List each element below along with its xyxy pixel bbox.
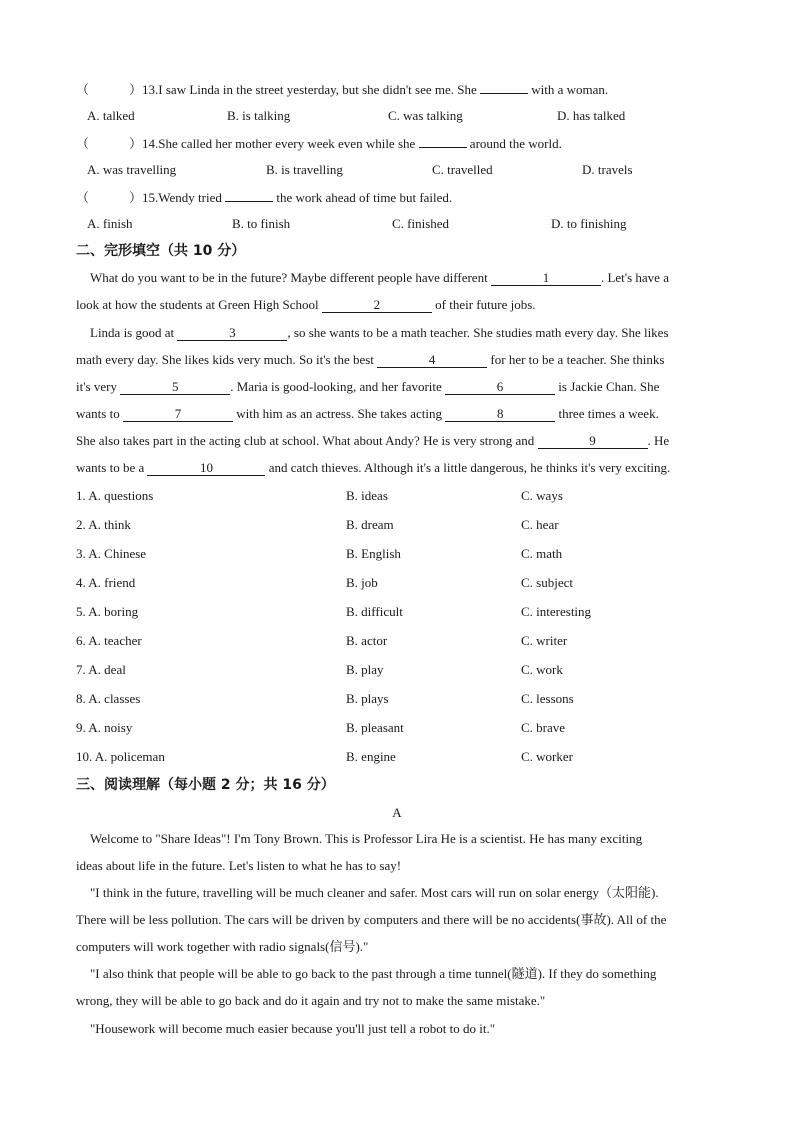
answer-paren-close: ） xyxy=(129,82,143,97)
cloze-option-a[interactable]: 6. A. teacher xyxy=(76,633,142,648)
passage-line: computers will work together with radio signals(信号)." xyxy=(76,939,369,954)
option-a[interactable]: A. talked xyxy=(87,108,135,123)
cloze-text: is Jackie Chan. She xyxy=(558,379,660,394)
cloze-text: She also takes part in the acting club at school. What about Andy? He is very strong and xyxy=(76,433,535,448)
cloze-text: wants to xyxy=(76,406,120,421)
question-text: 13.I saw Linda in the street yesterday, but she didn't see me. She xyxy=(142,82,477,97)
cloze-text: wants to be a xyxy=(76,460,145,475)
cloze-option-a[interactable]: 3. A. Chinese xyxy=(76,546,147,561)
cloze-blank-3[interactable]: 3 xyxy=(177,326,287,341)
cloze-text: it's very xyxy=(76,379,117,394)
cloze-blank-4[interactable]: 4 xyxy=(377,353,487,368)
cloze-blank-10[interactable]: 10 xyxy=(147,461,265,476)
option-c[interactable]: C. travelled xyxy=(432,162,493,177)
cloze-option-a[interactable]: 7. A. deal xyxy=(76,662,126,677)
cloze-option-b[interactable]: B. engine xyxy=(346,749,396,764)
cloze-option-c[interactable]: C. hear xyxy=(521,517,559,532)
cloze-option-b[interactable]: B. play xyxy=(346,662,384,677)
cloze-option-b[interactable]: B. plays xyxy=(346,691,389,706)
cloze-text: Linda is good at xyxy=(90,325,175,340)
cloze-text: and catch thieves. Although it's a little dangerous, he thinks it's very exciting. xyxy=(268,460,671,475)
option-d[interactable]: D. has talked xyxy=(557,108,626,123)
cloze-blank-9[interactable]: 9 xyxy=(538,434,648,449)
answer-paren-close: ） xyxy=(129,136,143,151)
cloze-option-b[interactable]: B. actor xyxy=(346,633,388,648)
cloze-text: . Let's have a xyxy=(600,270,669,285)
section-heading-cloze: 二、完形填空（共 10 分） xyxy=(76,243,246,259)
cloze-option-c[interactable]: C. interesting xyxy=(521,604,592,619)
answer-paren-close: ） xyxy=(129,190,143,205)
cloze-text: . Maria is good-looking, and her favorite xyxy=(230,379,442,394)
cloze-option-c[interactable]: C. brave xyxy=(521,720,566,735)
cloze-option-b[interactable]: B. pleasant xyxy=(346,720,404,735)
passage-line: "Housework will become much easier because you'll just tell a robot to do it." xyxy=(90,1021,496,1036)
cloze-option-c[interactable]: C. lessons xyxy=(521,691,574,706)
cloze-option-c[interactable]: C. math xyxy=(521,546,563,561)
cloze-text: . He xyxy=(647,433,670,448)
question-text: around the world. xyxy=(469,136,562,151)
cloze-line xyxy=(76,296,536,314)
cloze-option-b[interactable]: B. ideas xyxy=(346,488,388,503)
answer-blank[interactable] xyxy=(480,80,528,94)
cloze-text: three times a week. xyxy=(558,406,659,421)
question-14 xyxy=(76,134,562,153)
passage-line: "I think in the future, travelling will be much cleaner and safer. Most cars will run on solar energy（太阳能). xyxy=(90,885,659,900)
option-b[interactable]: B. is travelling xyxy=(266,162,343,177)
cloze-line xyxy=(76,432,669,450)
option-b[interactable]: B. to finish xyxy=(232,216,291,231)
option-a[interactable]: A. was travelling xyxy=(87,162,177,177)
option-c[interactable]: C. was talking xyxy=(388,108,463,123)
option-d[interactable]: D. to finishing xyxy=(551,216,627,231)
answer-paren-open: （ xyxy=(76,82,90,97)
cloze-line xyxy=(76,378,659,396)
question-15 xyxy=(76,188,452,207)
answer-paren-open: （ xyxy=(76,190,90,205)
option-b[interactable]: B. is talking xyxy=(227,108,291,123)
cloze-option-b[interactable]: B. English xyxy=(346,546,401,561)
cloze-option-c[interactable]: C. writer xyxy=(521,633,568,648)
cloze-blank-5[interactable]: 5 xyxy=(120,380,230,395)
cloze-blank-7[interactable]: 7 xyxy=(123,407,233,422)
cloze-option-b[interactable]: B. difficult xyxy=(346,604,403,619)
cloze-option-a[interactable]: 9. A. noisy xyxy=(76,720,133,735)
cloze-text: for her to be a teacher. She thinks xyxy=(490,352,665,367)
question-text: with a woman. xyxy=(531,82,609,97)
cloze-line xyxy=(76,351,664,369)
cloze-text: , so she wants to be a math teacher. She studies math every day. She likes xyxy=(287,325,669,340)
option-d[interactable]: D. travels xyxy=(582,162,633,177)
cloze-option-c[interactable]: C. work xyxy=(521,662,563,677)
cloze-text: of their future jobs. xyxy=(435,297,536,312)
cloze-option-a[interactable]: 8. A. classes xyxy=(76,691,141,706)
question-text: 15.Wendy tried xyxy=(142,190,222,205)
passage-label: A xyxy=(392,805,402,820)
cloze-option-a[interactable]: 2. A. think xyxy=(76,517,131,532)
cloze-option-a[interactable]: 5. A. boring xyxy=(76,604,139,619)
cloze-option-c[interactable]: C. subject xyxy=(521,575,573,590)
question-13 xyxy=(76,80,608,99)
cloze-option-a[interactable]: 1. A. questions xyxy=(76,488,154,503)
cloze-option-b[interactable]: B. job xyxy=(346,575,378,590)
answer-blank[interactable] xyxy=(419,134,467,148)
cloze-text: math every day. She likes kids very much. So it's the best xyxy=(76,352,374,367)
cloze-blank-1[interactable]: 1 xyxy=(491,271,601,286)
cloze-line xyxy=(90,269,669,287)
passage-line: ideas about life in the future. Let's listen to what he has to say! xyxy=(76,858,402,873)
cloze-blank-6[interactable]: 6 xyxy=(445,380,555,395)
question-text: 14.She called her mother every week even while she xyxy=(142,136,416,151)
section-heading-reading: 三、阅读理解（每小题 2 分；共 16 分） xyxy=(76,777,335,793)
passage-line: wrong, they will be able to go back and do it again and try not to make the same mistake." xyxy=(76,993,546,1008)
cloze-option-b[interactable]: B. dream xyxy=(346,517,394,532)
cloze-blank-8[interactable]: 8 xyxy=(445,407,555,422)
cloze-text: What do you want to be in the future? Maybe different people have different xyxy=(90,270,488,285)
cloze-option-a[interactable]: 4. A. friend xyxy=(76,575,136,590)
question-text: the work ahead of time but failed. xyxy=(276,190,453,205)
option-a[interactable]: A. finish xyxy=(87,216,133,231)
cloze-blank-2[interactable]: 2 xyxy=(322,298,432,313)
passage-line: Welcome to "Share Ideas"! I'm Tony Brown. This is Professor Lira He is a scientist. He has many exciting xyxy=(90,831,643,846)
option-c[interactable]: C. finished xyxy=(392,216,450,231)
cloze-option-a[interactable]: 10. A. policeman xyxy=(76,749,165,764)
cloze-line xyxy=(76,459,670,477)
answer-blank[interactable] xyxy=(225,188,273,202)
cloze-line xyxy=(90,324,669,342)
cloze-text: look at how the students at Green High School xyxy=(76,297,319,312)
cloze-line xyxy=(76,405,659,423)
cloze-text: with him as an actress. She takes acting xyxy=(236,406,442,421)
passage-line: There will be less pollution. The cars will be driven by computers and there will be no accidents(事故). All of the xyxy=(76,912,667,927)
cloze-option-c[interactable]: C. worker xyxy=(521,749,573,764)
answer-paren-open: （ xyxy=(76,136,90,151)
passage-line: "I also think that people will be able to go back to the past through a time tunnel(隧道). If they do something xyxy=(90,966,657,981)
cloze-option-c[interactable]: C. ways xyxy=(521,488,563,503)
